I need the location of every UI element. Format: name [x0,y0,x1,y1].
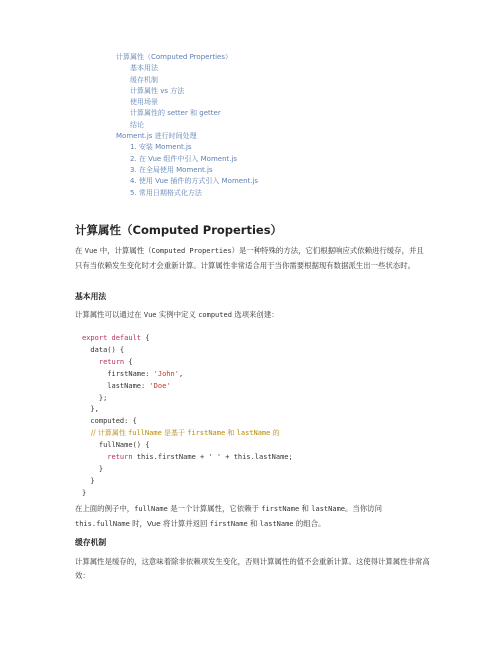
code-line: computed: { [82,417,137,426]
code-line: } [82,488,87,497]
inline-code: Vue [84,247,98,255]
toc-link[interactable]: 计算属性的 setter 和 getter [130,109,221,118]
inline-code: Vue [143,311,157,319]
inline-code: computed [198,311,232,319]
inline-code: this.fullName [75,519,130,528]
code-line: }, [82,405,99,414]
toc-link[interactable]: 2. 在 Vue 组件中引入 Moment.js [130,154,238,163]
inline-code: fullName [134,505,168,513]
toc-link[interactable]: 缓存机制 [130,75,158,84]
code-line: } [82,476,95,485]
inline-code: Computed Properties [151,247,232,255]
toc-link[interactable]: 结论 [130,120,144,129]
explanation-paragraph: 在上面的例子中，fullName 是一个计算属性，它依赖于 firstName 和 lastName。当你访问 this.fullName 时，Vue 将计算并返回 firstName 和 lastName 的组合。 [75,504,382,528]
code-line: } [82,464,104,473]
toc-link[interactable]: Moment.js 进行时间处理 [116,132,197,141]
table-of-contents [0,52,500,199]
toc-link[interactable]: 计算属性 vs 方法 [130,86,185,95]
heading-cache: 缓存机制 [75,538,107,547]
inline-code: firstName [209,519,248,528]
toc-link[interactable]: 3. 在全局使用 Moment.js [130,165,213,174]
toc-link[interactable]: 使用场景 [130,98,158,107]
toc-link[interactable]: 1. 安装 Moment.js [130,143,192,152]
code-block [82,333,422,500]
toc-link[interactable]: 5. 常用日期格式化方法 [130,188,202,197]
toc-link[interactable]: 计算属性（Computed Properties） [116,53,232,61]
code-line: }; [82,393,108,402]
code-line: export default { [82,334,150,342]
section-title: 计算属性（Computed Properties） [75,223,283,237]
code-line: return this.firstName + ' ' + this.lastName; [82,453,293,462]
inline-code: lastName [259,519,294,528]
inline-code: lastName [311,505,345,513]
basic-usage-paragraph: 计算属性可以通过在 Vue 实例中定义 computed 选项来创建： [75,310,279,319]
code-line: fullName() { [82,441,150,450]
inline-code: firstName [261,505,300,513]
code-line: return { [82,357,133,366]
heading-basic-usage: 基本用法 [75,292,107,301]
code-line: data() { [82,345,125,354]
code-line: lastName: 'Doe' [82,381,171,390]
toc-link[interactable]: 4. 使用 Vue 插件的方式引入 Moment.js [130,177,259,186]
toc-link[interactable]: 基本用法 [130,64,158,73]
code-line: // 计算属性 fullName 是基于 firstName 和 lastName 的 [82,429,280,438]
code-line: firstName: 'John', [82,369,184,378]
cache-paragraph: 计算属性是缓存的，这意味着除非依赖项发生变化，否则计算属性的值不会重新计算。这使得计算属性非常高效： [75,557,430,580]
intro-paragraph: 在 Vue 中，计算属性（Computed Properties）是一种特殊的方法，它们根据响应式依赖进行缓存，并且只有当依赖发生变化时才会重新计算。计算属性非常适合用于当你需要根据现有数据派生出一些状态时。 [75,246,424,270]
